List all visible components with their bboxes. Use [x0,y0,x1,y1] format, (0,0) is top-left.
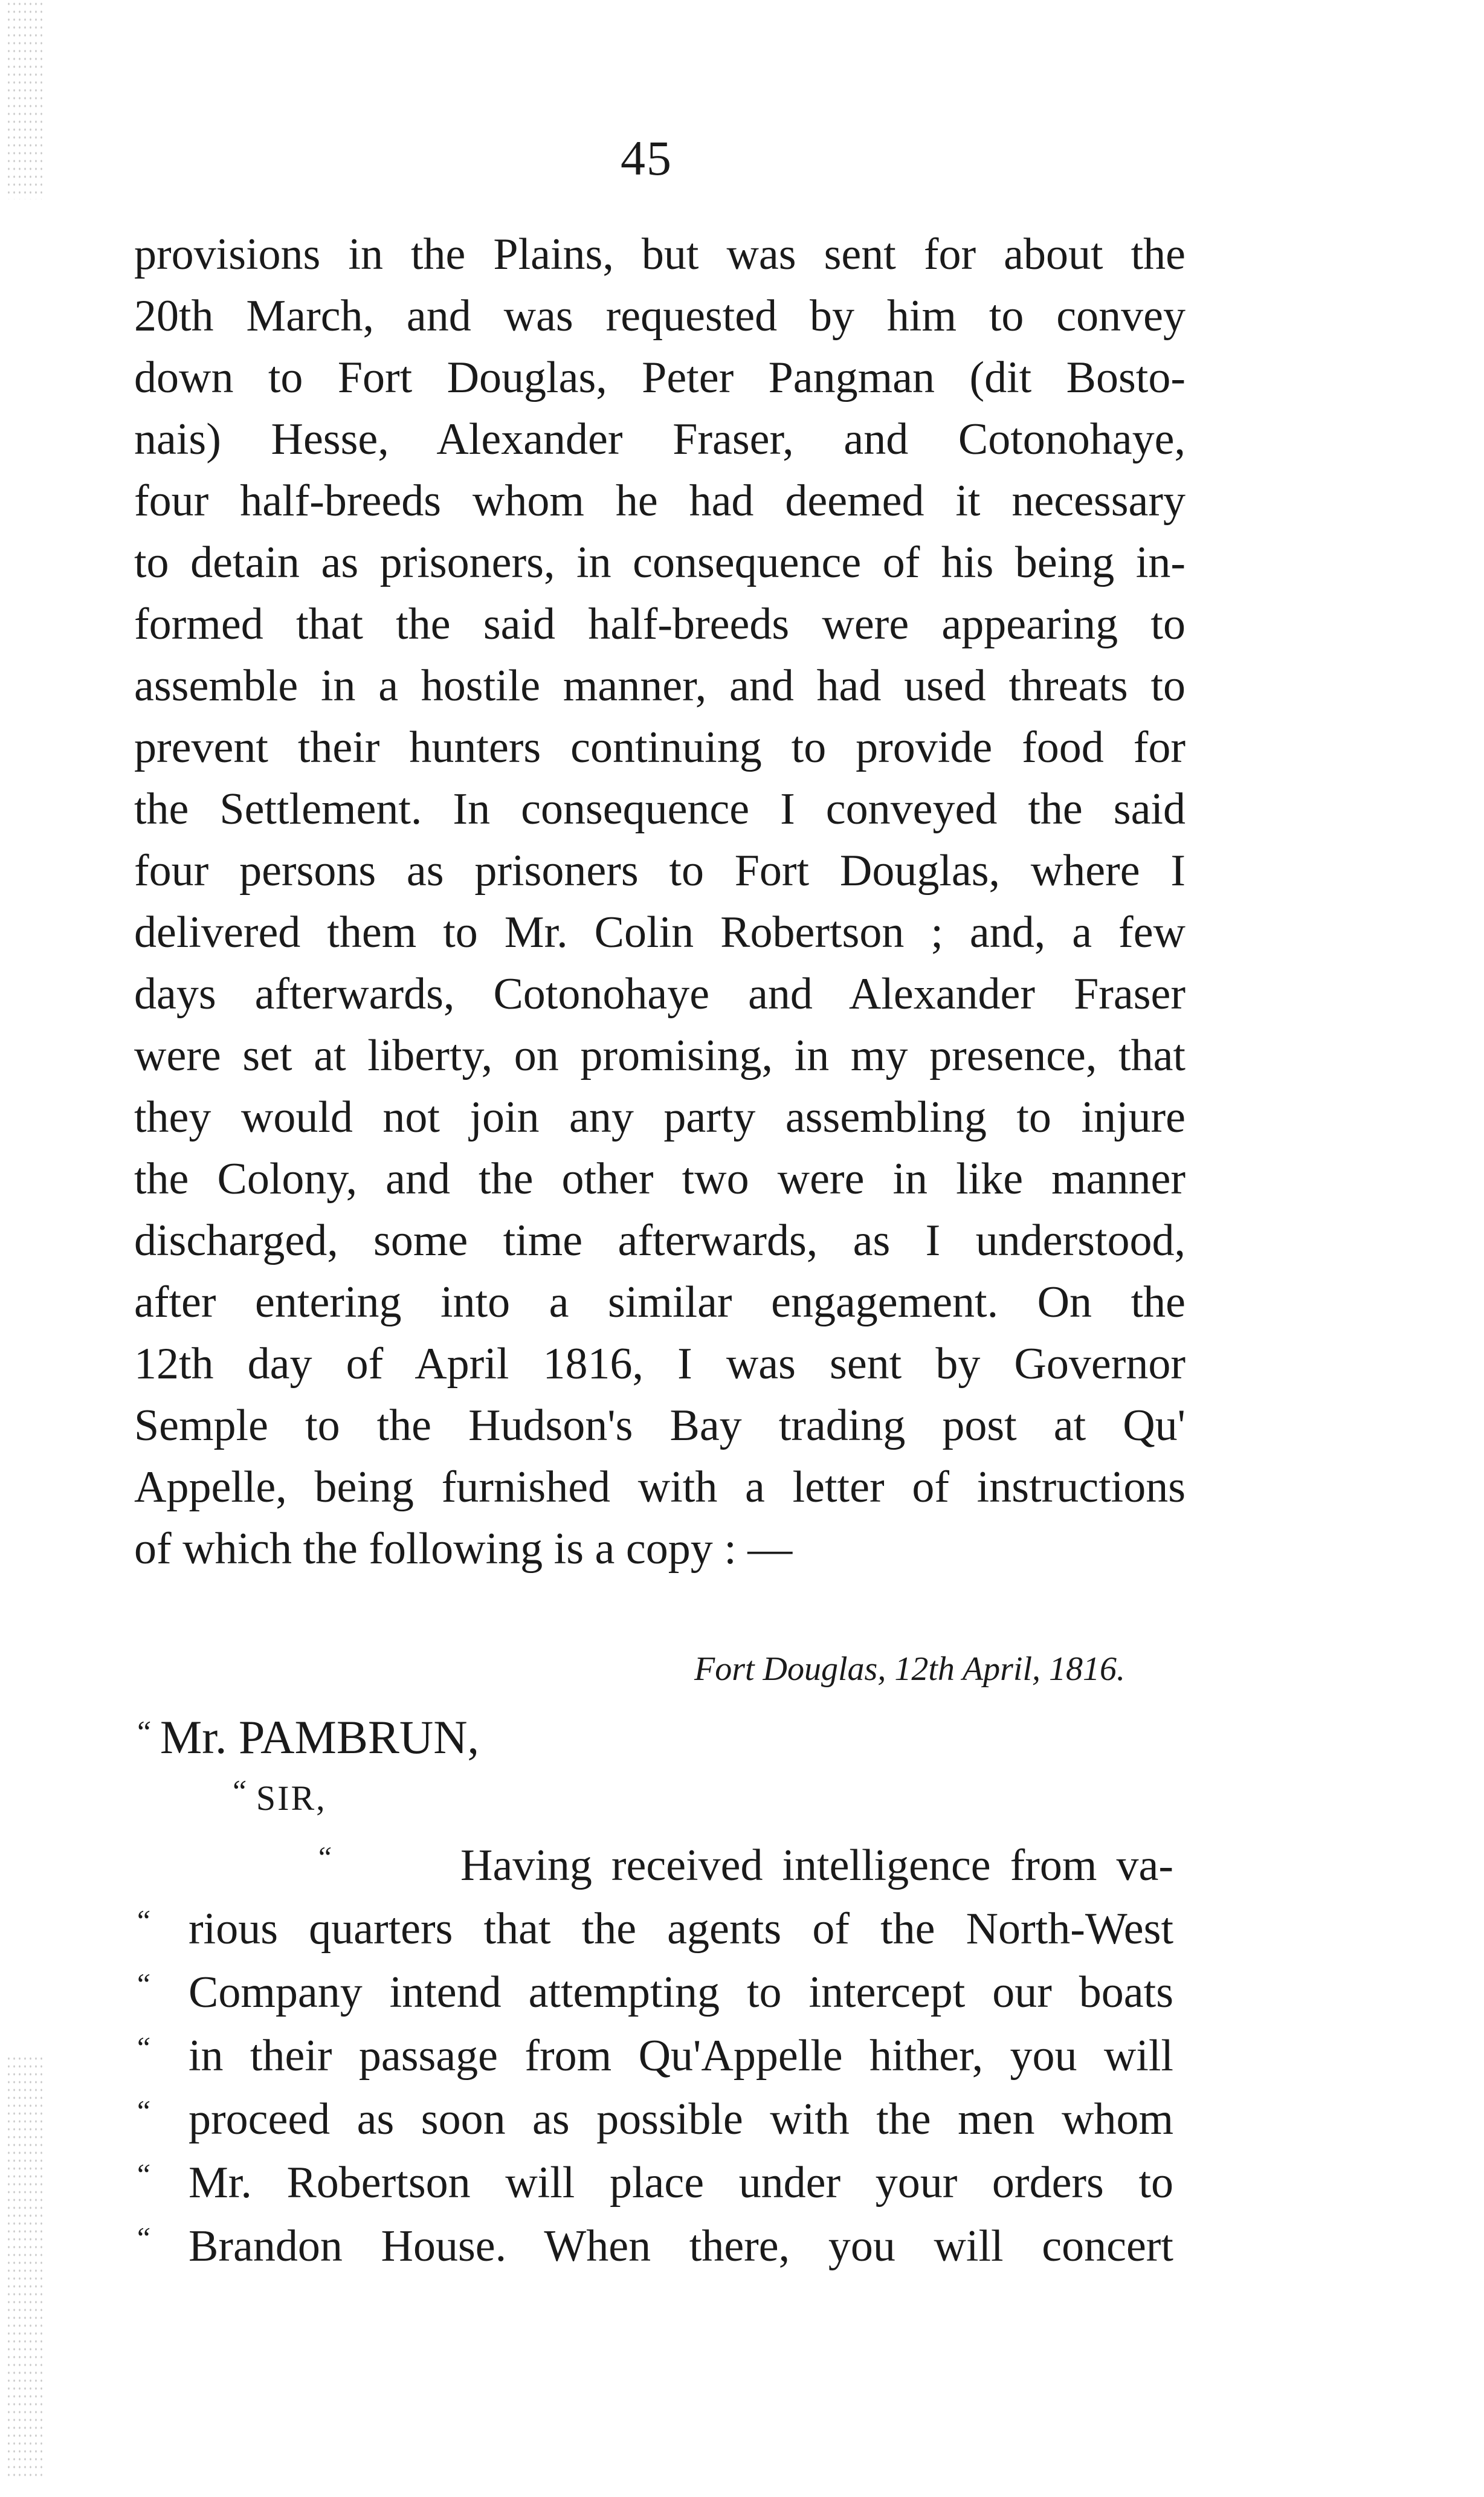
letter-greeting [230,1774,327,1818]
text-line: Semple to the Hudson's Bay trading post at Qu' [134,1401,1186,1450]
text-line: formed that the said half-breeds were appearing to [134,599,1186,649]
quote-mark: “ [134,1715,152,1749]
letter-line-text: Mr. Robertson will place under your orders to [189,2158,1173,2208]
text-line: provisions in the Plains, but was sent for about the [134,230,1186,279]
quote-mark: “ [134,1967,151,2001]
page-number: 45 [621,131,673,186]
salutation-name: Mr. PAMBRUN, [160,1711,480,1763]
text-line: after entering into a similar engagement. On the [134,1278,1186,1327]
text-line: 20th March, and was requested by him to convey [134,291,1186,341]
text-line: were set at liberty, on promising, in my presence, that [134,1031,1186,1081]
letter-line [134,2088,1173,2151]
text-line: down to Fort Douglas, Peter Pangman (dit Bosto- [134,353,1186,402]
text-line: the Settlement. In consequence I conveyed the said [134,784,1186,834]
letter-line-text: proceed as soon as possible with the men whom [189,2095,1173,2144]
letter-body [134,1834,1173,2278]
text-line: they would not join any party assembling to injure [134,1093,1186,1142]
text-line: the Colony, and the other two were in like manner [134,1154,1186,1204]
letter-line-text: in their passage from Qu'Appelle hither, you will [189,2031,1173,2081]
text-line: days afterwards, Cotonohaye and Alexander Fraser [134,969,1186,1019]
text-line: 12th day of April 1816, I was sent by Governor [134,1339,1186,1389]
letter-line [134,2024,1173,2088]
scan-edge-speckle-bottom [6,2055,42,2478]
quote-mark: “ [134,2030,151,2064]
letter-line-text: Brandon House. When there, you will concert [189,2221,1173,2271]
text-line: prevent their hunters continuing to provide food for [134,723,1186,772]
letter-line [134,1961,1173,2024]
quote-mark: “ [315,1840,332,1874]
text-line: four half-breeds whom he had deemed it necessary [134,476,1186,526]
text-line: discharged, some time afterwards, as I understood, [134,1216,1186,1265]
quote-mark: “ [134,1904,151,1937]
text-line: of which the following is a copy : — [134,1524,793,1574]
text-line: nais) Hesse, Alexander Fraser, and Cotonohaye, [134,415,1186,464]
text-line: delivered them to Mr. Colin Robertson ; and, a few [134,908,1186,957]
scan-edge-speckle-top [6,0,42,199]
letter-line-text: rious quarters that the agents of the North-West [189,1904,1173,1954]
greeting-text: SIR, [256,1778,327,1818]
letter-line [134,1834,1173,1898]
letter-line [134,2151,1173,2215]
letter-line [134,1898,1173,1961]
letter-salutation [134,1710,479,1765]
letter-line-text: Company intend attempting to intercept our boats [189,1968,1173,2017]
quote-mark: “ [134,2094,151,2128]
text-line: four persons as prisoners to Fort Douglas, where I [134,846,1186,896]
quote-mark: “ [134,2157,151,2191]
text-line: to detain as prisoners, in consequence of his being in- [134,538,1186,587]
text-line: Appelle, being furnished with a letter of instructions [134,1462,1186,1512]
letter-dateline: Fort Douglas, 12th April, 1816. [694,1650,1125,1688]
quote-mark: “ [230,1774,249,1809]
letter-line [134,2215,1173,2278]
body-paragraph [134,224,1186,1580]
text-line: assemble in a hostile manner, and had used threats to [134,661,1186,711]
quote-mark: “ [134,2221,151,2255]
letter-line-text: Having received intelligence from va- [460,1841,1173,1890]
